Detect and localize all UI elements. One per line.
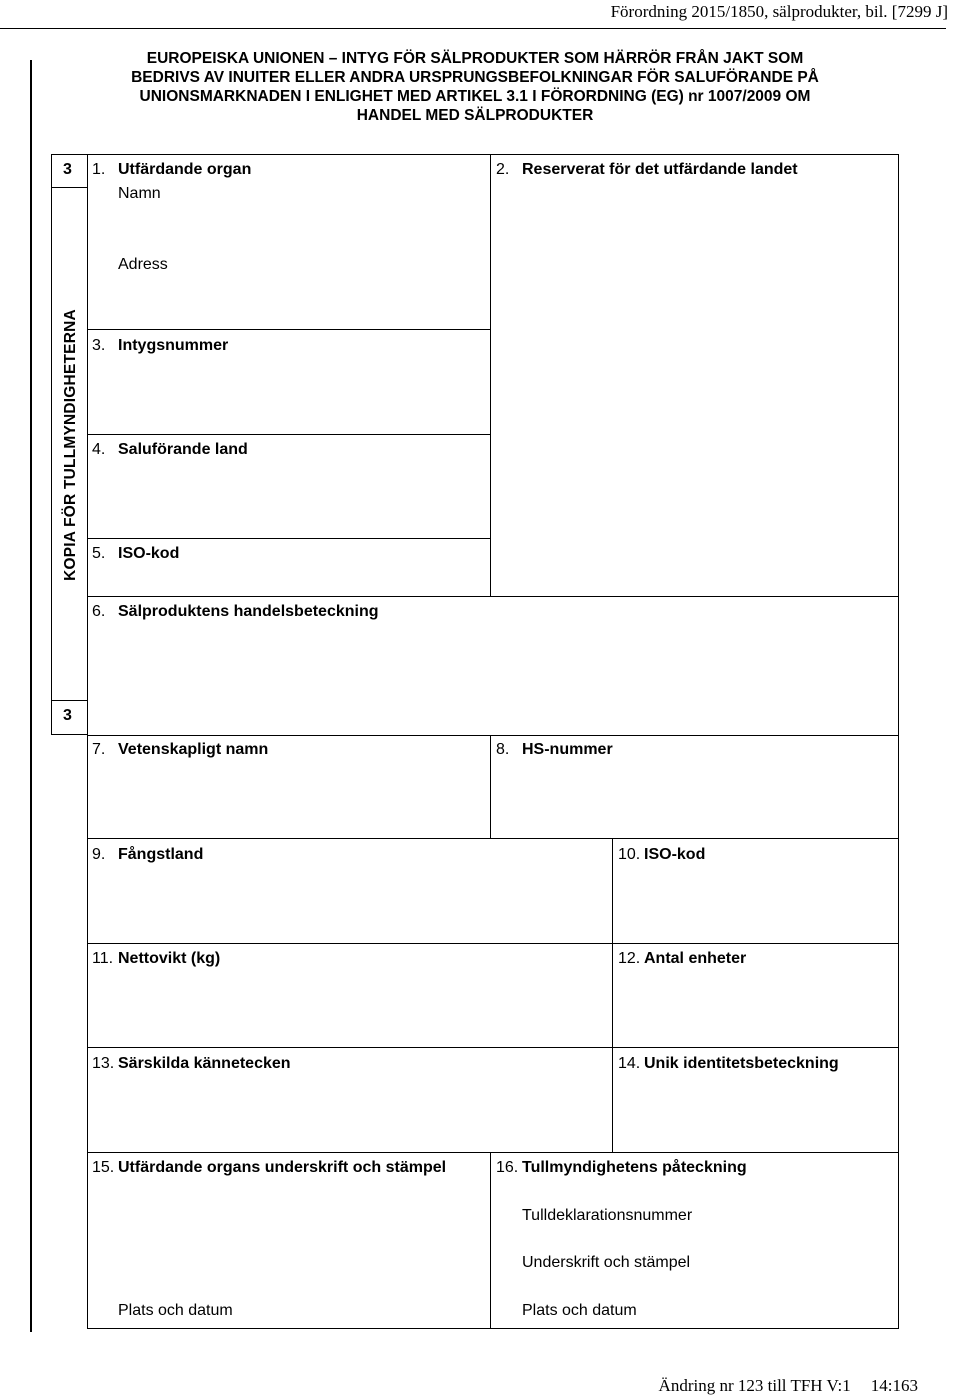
- divider-h-11-12: [87, 943, 899, 944]
- field-10-iso-code[interactable]: 10. ISO-kod: [618, 846, 706, 863]
- field-2-reserved[interactable]: 2. Reserverat för det utfärdande landet: [496, 161, 798, 178]
- margin-change-bar: [30, 60, 32, 1332]
- field-8-hs-code[interactable]: 8. HS-nummer: [496, 741, 613, 758]
- copy-number-top: 3: [63, 161, 72, 178]
- divider-h-9-10: [87, 838, 899, 839]
- field-15-place-date-label: Plats och datum: [118, 1302, 233, 1319]
- copy-designation: [60, 300, 82, 590]
- field-4-marketing-country[interactable]: 4. Saluförande land: [92, 441, 248, 458]
- header-rule: [0, 28, 946, 29]
- footer-page-number: 14:163: [870, 1376, 918, 1395]
- title-line-4: HANDEL MED SÄLPRODUKTER: [356, 107, 594, 124]
- field-16-customs-endorsement[interactable]: 16. Tullmyndighetens påteckning: [496, 1159, 747, 1176]
- divider-h-3-4: [87, 434, 490, 435]
- divider-h-15-16: [87, 1152, 899, 1153]
- title-line-1: EUROPEISKA UNIONEN – INTYG FÖR SÄLPRODUKTER SOM HÄRRÖR FRÅN JAKT SOM: [146, 50, 804, 67]
- copy-designation-label: KOPIA FÖR TULLMYNDIGHETERNA: [62, 309, 79, 581]
- field-14-unique-identifier[interactable]: 14. Unik identitetsbeteckning: [618, 1055, 839, 1072]
- field-12-number-of-units[interactable]: 12. Antal enheter: [618, 950, 747, 967]
- field-1-issuing-body[interactable]: 1. Utfärdande organ: [92, 161, 252, 178]
- field-13-special-marks[interactable]: 13. Särskilda kännetecken: [92, 1055, 291, 1072]
- page-footer: [659, 1376, 918, 1396]
- copy-marker-divider: [51, 187, 88, 188]
- divider-v-15-16: [490, 1152, 491, 1329]
- field-15-issuer-signature[interactable]: 15. Utfärdande organs underskrift och stämpel: [92, 1159, 447, 1176]
- field-7-scientific-name[interactable]: 7. Vetenskapligt namn: [92, 741, 269, 758]
- field-1-address-label: Adress: [118, 256, 168, 273]
- title-line-3: UNIONSMARKNADEN I ENLIGHET MED ARTIKEL 3.1 I FÖRORDNING (EG) nr 1007/2009 OM: [139, 88, 811, 105]
- divider-h-6: [87, 596, 899, 597]
- divider-h-1-3: [87, 329, 490, 330]
- field-5-iso-code[interactable]: 5. ISO-kod: [92, 545, 180, 562]
- field-11-net-weight[interactable]: 11. Nettovikt (kg): [92, 950, 221, 967]
- copy-marker-divider-bottom: [51, 700, 88, 701]
- header-text: Förordning 2015/1850, sälprodukter, bil. [7299 J]: [610, 2, 948, 21]
- field-16-place-date-label: Plats och datum: [522, 1302, 637, 1319]
- title-line-2: BEDRIVS AV INUITER ELLER ANDRA URSPRUNGSBEFOLKNINGAR FÖR SALUFÖRANDE PÅ: [131, 69, 819, 86]
- divider-v-1-2: [490, 154, 491, 596]
- field-3-certificate-number[interactable]: 3. Intygsnummer: [92, 337, 229, 354]
- field-6-trade-name[interactable]: 6. Sälproduktens handelsbeteckning: [92, 603, 379, 620]
- field-16-declaration-number-label: Tulldeklarationsnummer: [522, 1207, 693, 1224]
- form-title: [60, 49, 890, 125]
- field-9-country-of-catch[interactable]: 9. Fångstland: [92, 846, 204, 863]
- field-1-name-label: Namn: [118, 185, 161, 202]
- copy-number-bottom: 3: [63, 707, 72, 724]
- divider-v-7-8: [490, 735, 491, 839]
- field-16-signature-label: Underskrift och stämpel: [522, 1254, 691, 1271]
- divider-v-9-14: [612, 838, 613, 1153]
- page-header: [0, 0, 960, 30]
- footer-amendment: Ändring nr 123 till TFH V:1: [658, 1376, 851, 1395]
- divider-h-4-5: [87, 538, 490, 539]
- divider-h-13-14: [87, 1047, 899, 1048]
- divider-h-7-8: [87, 735, 899, 736]
